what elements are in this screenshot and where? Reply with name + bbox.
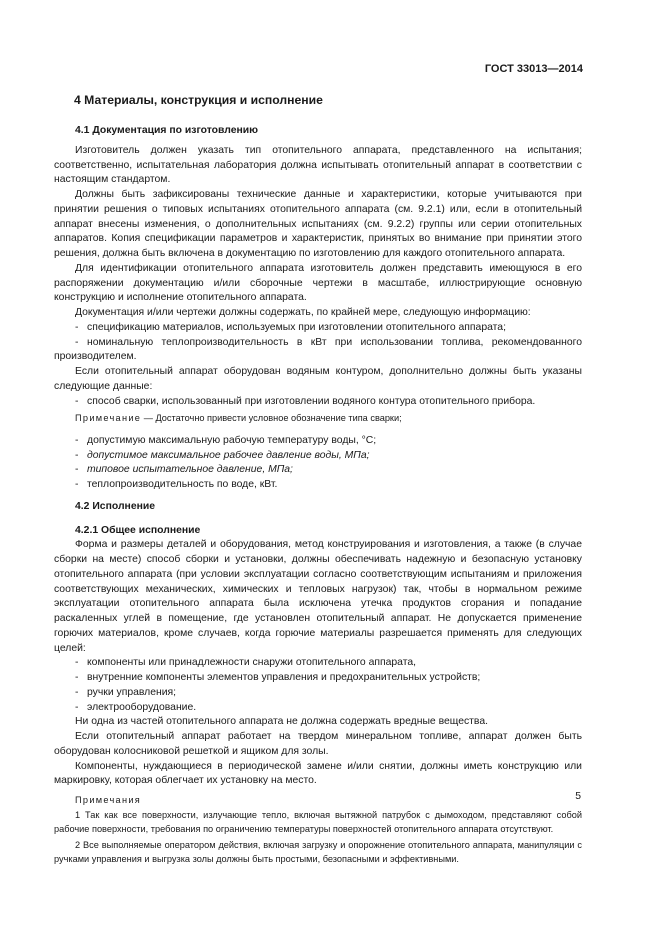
paragraph: Форма и размеры деталей и оборудования, метод конструирования и изготовления, а также (в случае сборки на месте) способ сборки и установки, должны обеспечивать надежную и безопасную установку отопительного аппарата (при условии эксплуатации согласно соответствующим испытаниям и приложения соответствующих механических, химических и тепловых нагрузок) так, чтобы в нормальном режиме эксплуатации отопительного аппарата была исключена утечка продуктов сгорания и попадание раскаленных углей в помещение, где установлен отопительный аппарат. Не допускается применение горючих материалов, кроме случаев, когда горючие материалы разрешается применять для следующих целей: (54, 539, 582, 654)
list-item: - типовое испытательное давление, МПа; (75, 463, 582, 478)
list-item: - компоненты или принадлежности снаружи отопительного аппарата, (75, 656, 582, 671)
list-dash: - (75, 479, 79, 490)
paragraph: Если отопительный аппарат работает на твердом минеральном топливе, аппарат должен быть оборудован колосниковой решеткой и ящиком для золы. (54, 731, 582, 757)
list-item: - ручки управления; (75, 686, 582, 701)
paragraph: Компоненты, нуждающиеся в периодической замене и/или снятии, должны иметь конструкцию или маркировку, которая облегчает их установку на место. (54, 760, 582, 787)
subsection-4-2-title: 4.2 Исполнение (75, 500, 156, 512)
paragraph: Для идентификации отопительного аппарата изготовитель должен представить имеющуюся в его распоряжении документацию и/или сборочные чертежи в масштабе, иллюстрирующие основную конструкцию и исполнение отопительного аппарата. (54, 262, 582, 304)
list-item: - теплопроизводительность по воде, кВт. (75, 478, 582, 493)
subsection-4-1-title: 4.1 Документация по изготовлению (75, 125, 259, 136)
list-dash: - (75, 686, 79, 698)
list-item: - спецификацию материалов, используемых при изготовлении отопительного аппарата; (75, 321, 582, 336)
list-item: - номинальную теплопроизводительность в кВт при использовании топлива, рекомендованного производителем. (54, 336, 582, 363)
list-dash: - (75, 449, 79, 461)
paragraph: Ни одна из частей отопительного аппарата не должна содержать вредные вещества. (75, 716, 488, 728)
standard-header: ГОСТ 33013—2014 (484, 63, 583, 75)
list-item: - электрооборудование. (75, 701, 582, 716)
list-item: - допустимую максимальную рабочую температуру воды, °С; (75, 434, 582, 449)
paragraph: Документация и/или чертежи должны содержать, по крайней мере, следующую информацию: (75, 307, 531, 318)
list-item: - способ сварки, использованный при изготовлении водяного контура отопительного прибора. (75, 395, 582, 410)
section-title: 4 Материалы, конструкция и исполнение (74, 93, 323, 107)
list-dash: - (75, 336, 79, 348)
list-dash: - (75, 395, 79, 407)
list-dash: - (75, 657, 79, 669)
subsection-4-2-1-title: 4.2.1 Общее исполнение (75, 524, 201, 536)
note-label: Примечание (75, 413, 142, 424)
note-item: 1 Так как все поверхности, излучающие тепло, включая вытяжной патрубок с дымоходом, представляют собой рабочие поверхности, требования по ограничению температуры поверхностей отопительного аппарата отсутствуют. (54, 810, 582, 834)
list-item: - допустимое максимальное рабочее давление воды, МПа; (75, 449, 582, 464)
list-dash: - (75, 464, 79, 476)
list-dash: - (75, 434, 79, 446)
list-dash: - (75, 321, 79, 333)
notes-title: Примечания (75, 795, 142, 805)
note (54, 412, 582, 426)
page-body (54, 92, 582, 869)
note-text: — Достаточно привести условное обозначение типа сварки; (141, 413, 402, 424)
page-number: 5 (575, 791, 581, 802)
paragraph: Изготовитель должен указать тип отопительного аппарата, представленного на испытания; соответственно, испытательная лаборатория должна испытывать отопительный аппарат в соответствии с настоящим стандартом. (54, 144, 582, 186)
paragraph: Должны быть зафиксированы технические данные и характеристики, которые учитываются при принятии решения о типовых испытаниях отопительного аппарата (см. 9.2.1) или, если в отопительный аппарат внесены изменения, о дополнительных испытаниях (см. 9.2.2) группы или серии отопительных аппаратов. Копия спецификации параметров и характеристик, принятых во внимание при принятии этого решения, должна быть включена в документацию по изготовлению для каждого отопительного аппарата. (54, 189, 582, 259)
list-dash: - (75, 701, 79, 713)
list-item: - внутренние компоненты элементов управления и предохранительных устройств; (75, 671, 582, 686)
paragraph: Если отопительный аппарат оборудован водяным контуром, дополнительно должны быть указаны следующие данные: (54, 366, 582, 392)
note-item: 2 Все выполняемые оператором действия, включая загрузку и опорожнение отопительного аппарата, манипуляции с ручками управления и выгрузка золы должны быть простыми, безопасными и эффективными. (54, 840, 582, 864)
list-dash: - (75, 672, 79, 683)
